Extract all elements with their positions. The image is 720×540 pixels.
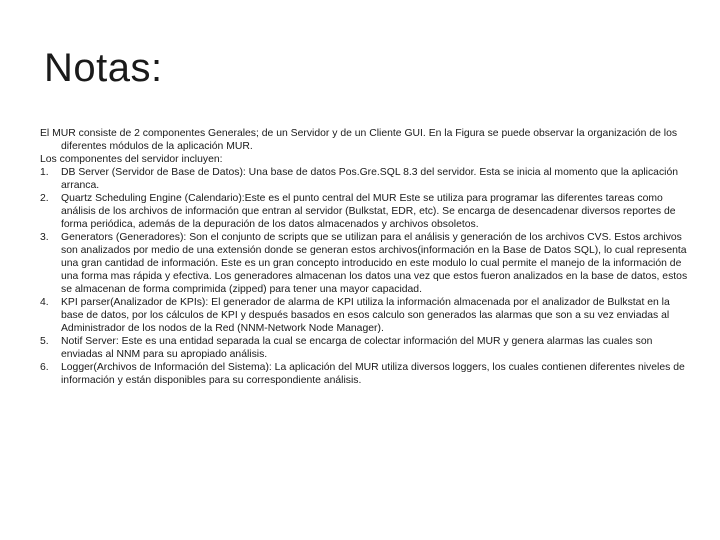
list-item-text: DB Server (Servidor de Base de Datos): Una base de datos Pos.Gre.SQL 8.3 del servidor. Esta se inicia al momento que la aplicación arranca. (61, 167, 679, 191)
list-item (40, 166, 688, 192)
intro-paragraph: El MUR consiste de 2 componentes Generales; de un Servidor y de un Cliente GUI. En la Figura se puede observar la organización de los diferentes módulos de la aplicación MUR. (40, 128, 678, 152)
list-item-number: 5. (40, 336, 49, 347)
slide-title: Notas: (44, 46, 163, 90)
list-item-number: 4. (40, 297, 49, 308)
list-item-text: KPI parser(Analizador de KPIs): El generador de alarma de KPI utiliza la información almacenada por el analizador de Bulkstat en la base de datos, por los cálculos de KPI y después basados en esos calculo son generados las alarmas que son a su vez enviadas al Administrador de los nodos de la Red (NNM-Network Node Manager). (61, 297, 670, 334)
list-item (40, 361, 688, 387)
notes-body (40, 127, 688, 387)
list-item-number: 1. (40, 167, 49, 178)
list-item-text: Quartz Scheduling Engine (Calendario):Este es el punto central del MUR Este se utiliza para programar las diferentes tareas como análisis de los archivos de información que entran al servidor (Bulkstat, EDR, etc). Se encarga de desencadenar diversos reportes de forma periódica, además de la depuración de los datos almacenados y archivos obsoletos. (61, 193, 676, 230)
list-item-number: 6. (40, 362, 49, 373)
list-item-text: Logger(Archivos de Información del Sistema): La aplicación del MUR utiliza diversos loggers, los cuales contienen diferentes niveles de información y están disponibles para su correspondiente análisis. (61, 362, 685, 386)
list-item-number: 3. (40, 232, 49, 243)
servers-heading: Los componentes del servidor incluyen: (40, 154, 223, 165)
list-item-text: Notif Server: Este es una entidad separada la cual se encarga de colectar información del MUR y genera alarmas las cuales son enviadas al NNM para su apropiado análisis. (61, 336, 653, 360)
list-item (40, 231, 688, 296)
list-item (40, 192, 688, 231)
list-item-number: 2. (40, 193, 49, 204)
list-item (40, 335, 688, 361)
list-item (40, 296, 688, 335)
list-item-text: Generators (Generadores): Son el conjunto de scripts que se utilizan para el análisis y generación de los archivos CVS. Estos archivos son analizados por medio de una extensión donde se generan estos archivos(información en la Base de Datos SQL), lo cual representa una gran cantidad de información. Este es un gran concepto introducido en este modulo lo cual permite el manejo de la información de una forma mas rápida y efectiva. Los generadores almacenan los datos una vez que estos fueron analizados en la base de datos, estos se almacenan de forma comprimida (zipped) para tener una mayor capacidad. (61, 232, 688, 295)
